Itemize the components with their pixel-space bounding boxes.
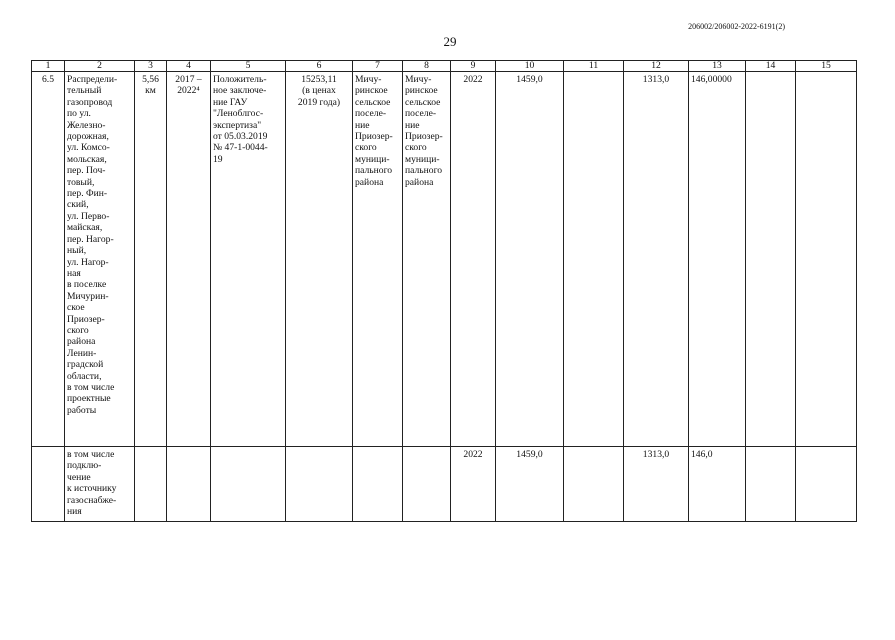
value-cell: 1313,0 — [624, 72, 689, 447]
capacity-cell — [135, 447, 167, 522]
column-number: 8 — [403, 61, 451, 72]
value-cell — [564, 72, 624, 447]
period-cell: 2017 – 2022⁴ — [167, 72, 211, 447]
column-number: 15 — [796, 61, 857, 72]
value-cell: 146,00000 — [689, 72, 746, 447]
customer-cell — [353, 447, 403, 522]
year-cell: 2022 — [451, 447, 496, 522]
column-number: 10 — [496, 61, 564, 72]
owner-cell — [403, 447, 451, 522]
owner-cell: Мичу- ринское сельское поселе- ние Приозер- ского муници- пального района — [403, 72, 451, 447]
column-number: 4 — [167, 61, 211, 72]
total-cell: 1459,0 — [496, 447, 564, 522]
data-table — [31, 60, 857, 522]
customer-cell: Мичу- ринское сельское поселе- ние Приозер- ского муници- пального района — [353, 72, 403, 447]
value-cell: 146,0 — [689, 447, 746, 522]
object-name-cell: в том числе подклю- чение к источнику газоснабже- ния — [65, 447, 135, 522]
estimated-cost-cell — [286, 447, 353, 522]
column-number: 2 — [65, 61, 135, 72]
object-name-cell: Распредели- тельный газопровод по ул. Железно- дорожная, ул. Комсо- мольская, пер. Поч- товый, пер. Фин- ский, ул. Перво- майская, пер. Нагор- ный, ул. Нагор- ная в поселке Мичурин- ское Приозер- ского района Ленин- градской области, в том числе проектные работы — [65, 72, 135, 447]
value-cell — [796, 72, 857, 447]
page-number: 29 — [443, 34, 457, 49]
total-cell: 1459,0 — [496, 72, 564, 447]
column-number: 12 — [624, 61, 689, 72]
value-cell — [746, 447, 796, 522]
column-number: 5 — [211, 61, 286, 72]
estimated-cost-cell: 15253,11 (в ценах 2019 года) — [286, 72, 353, 447]
table-row — [32, 72, 857, 447]
column-number: 9 — [451, 61, 496, 72]
column-number: 1 — [32, 61, 65, 72]
column-number-row — [32, 61, 857, 72]
value-cell — [564, 447, 624, 522]
column-number: 6 — [286, 61, 353, 72]
item-number-cell — [32, 447, 65, 522]
year-cell: 2022 — [451, 72, 496, 447]
item-number-cell: 6.5 — [32, 72, 65, 447]
column-number: 3 — [135, 61, 167, 72]
document-id: 206002/206002-2022-6191(2) — [688, 22, 785, 31]
period-cell — [167, 447, 211, 522]
column-number: 11 — [564, 61, 624, 72]
column-number: 14 — [746, 61, 796, 72]
blank-cell — [796, 447, 857, 522]
expert-conclusion-cell: Положитель- ное заключе- ние ГАУ "Леноблгос- экспертиза" от 05.03.2019 № 47-1-0044- 19 — [211, 72, 286, 447]
expert-conclusion-cell — [211, 447, 286, 522]
value-cell: 1313,0 — [624, 447, 689, 522]
table-row — [32, 447, 857, 522]
value-cell — [746, 72, 796, 447]
capacity-cell: 5,56 км — [135, 72, 167, 447]
column-number: 7 — [353, 61, 403, 72]
column-number: 13 — [689, 61, 746, 72]
